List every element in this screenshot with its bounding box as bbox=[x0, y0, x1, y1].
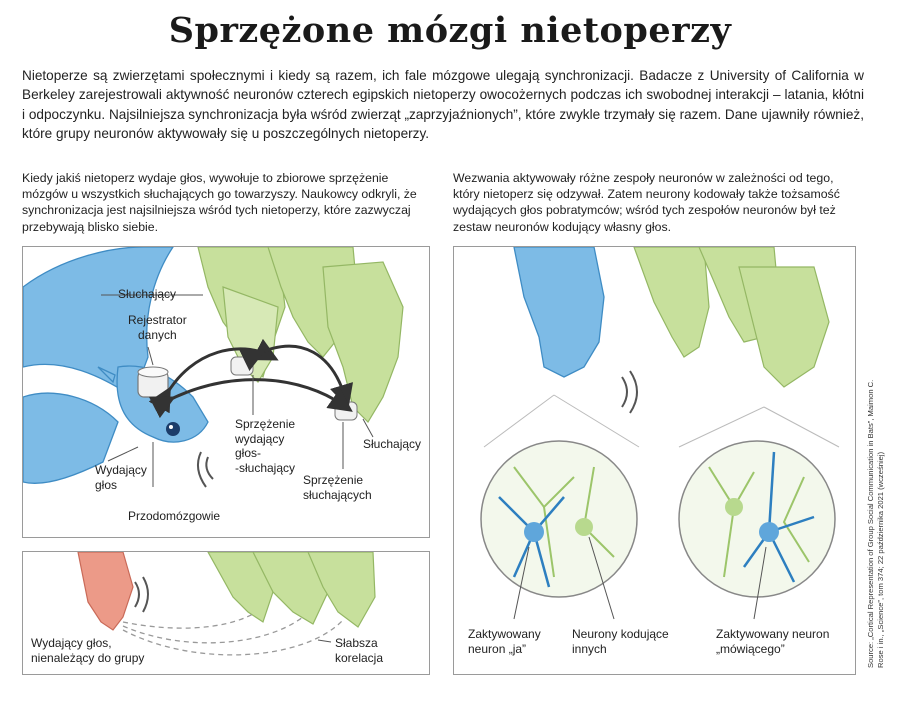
sound-waves-right-icon bbox=[622, 371, 637, 413]
caller-bat-right bbox=[514, 247, 604, 377]
outgroup-sound-icon bbox=[135, 577, 148, 612]
recorder-device bbox=[138, 367, 168, 397]
label-weaker: Słabsza korelacja bbox=[335, 636, 384, 665]
label-recorder: Rejestrator danych bbox=[128, 313, 187, 342]
panel-neurons bbox=[453, 246, 856, 675]
listener-bats-group bbox=[198, 247, 403, 422]
listener-bats-right bbox=[634, 247, 829, 387]
left-caption: Kiedy jakiś nietoperz wydaje głos, wywołuje to zbiorowe sprzężenie mózgów u wszystkich słuchających go towarzyszy. Naukowcy odkryli, że synchronizacja jest najsilniejsza wśród tych nietoperzy, które zazwyczaj przebywają blisko siebie. bbox=[22, 171, 417, 234]
source-credit: Source: „Cortical Representation of Group Social Communication in Bats”, Maimon C. Rose i in., „Science”, tom 374; 22 października 2021 (wcześniej) bbox=[866, 379, 885, 668]
outgroup-bat bbox=[78, 552, 133, 630]
label-self-neuron: Zaktywowany neuron „ja” bbox=[468, 627, 541, 656]
label-outgroup-caller: Wydający głos, nienależący do grupy bbox=[31, 636, 145, 665]
group-bats bbox=[208, 552, 375, 627]
caller-bat bbox=[23, 247, 208, 483]
label-speaker-neuron: Zaktywowany neuron „mówiącego” bbox=[716, 627, 830, 656]
sound-waves-icon bbox=[198, 452, 213, 487]
label-forebrain: Przodomózgowie bbox=[128, 509, 221, 523]
label-listeners-coupling: Sprzężenie słuchających bbox=[303, 473, 372, 502]
label-caller: Wydający głos bbox=[95, 463, 147, 492]
label-caller-listener-coupling: Sprzężenie wydający głos- -słuchający bbox=[235, 417, 296, 475]
listener-recorder-1 bbox=[231, 357, 253, 375]
panel-coupling bbox=[22, 246, 430, 538]
zoom-lines bbox=[484, 395, 839, 447]
label-listener-right: Słuchający bbox=[363, 437, 422, 451]
self-neuron-circle bbox=[481, 441, 637, 597]
intro-text: Nietoperze są zwierzętami społecznymi i kiedy są razem, ich fale mózgowe ulegają synchronizacji. Badacze z University of California w Berkeley zarejestrowali aktywność neuronów czterech egipskich nietoperzy owocożernych podczas ich swobodnej interakcji – latania, kłótni i odpoczynku. Najsilniejsza synchronizacja była wśród zwierząt „zaprzyjaźnionych”, które zwykle trzymały się razem. Dane ujawniły również, które grupy neuronów aktywowały się u poszczególnych nietoperzy. bbox=[22, 68, 864, 142]
speaker-neuron-circle bbox=[679, 441, 835, 597]
caller-eye bbox=[166, 422, 180, 436]
right-caption: Wezwania aktywowały różne zespoły neuronów w zależności od tego, który nietoperz się odzywał. Zatem neurony kodowały także tożsamość wydających głos pobratymców; wśród tych zespołów neuronów był też zestaw neuronów kodujący własny głos. bbox=[453, 171, 840, 234]
label-listener-top: Słuchający bbox=[118, 287, 177, 301]
page-title: Sprzężone mózgi nietoperzy bbox=[168, 10, 732, 51]
listener-recorder-2 bbox=[335, 402, 357, 420]
label-others-neurons: Neurony kodujące innych bbox=[572, 627, 669, 656]
neurons-illustration bbox=[454, 247, 856, 675]
panel-outgroup bbox=[22, 551, 430, 675]
